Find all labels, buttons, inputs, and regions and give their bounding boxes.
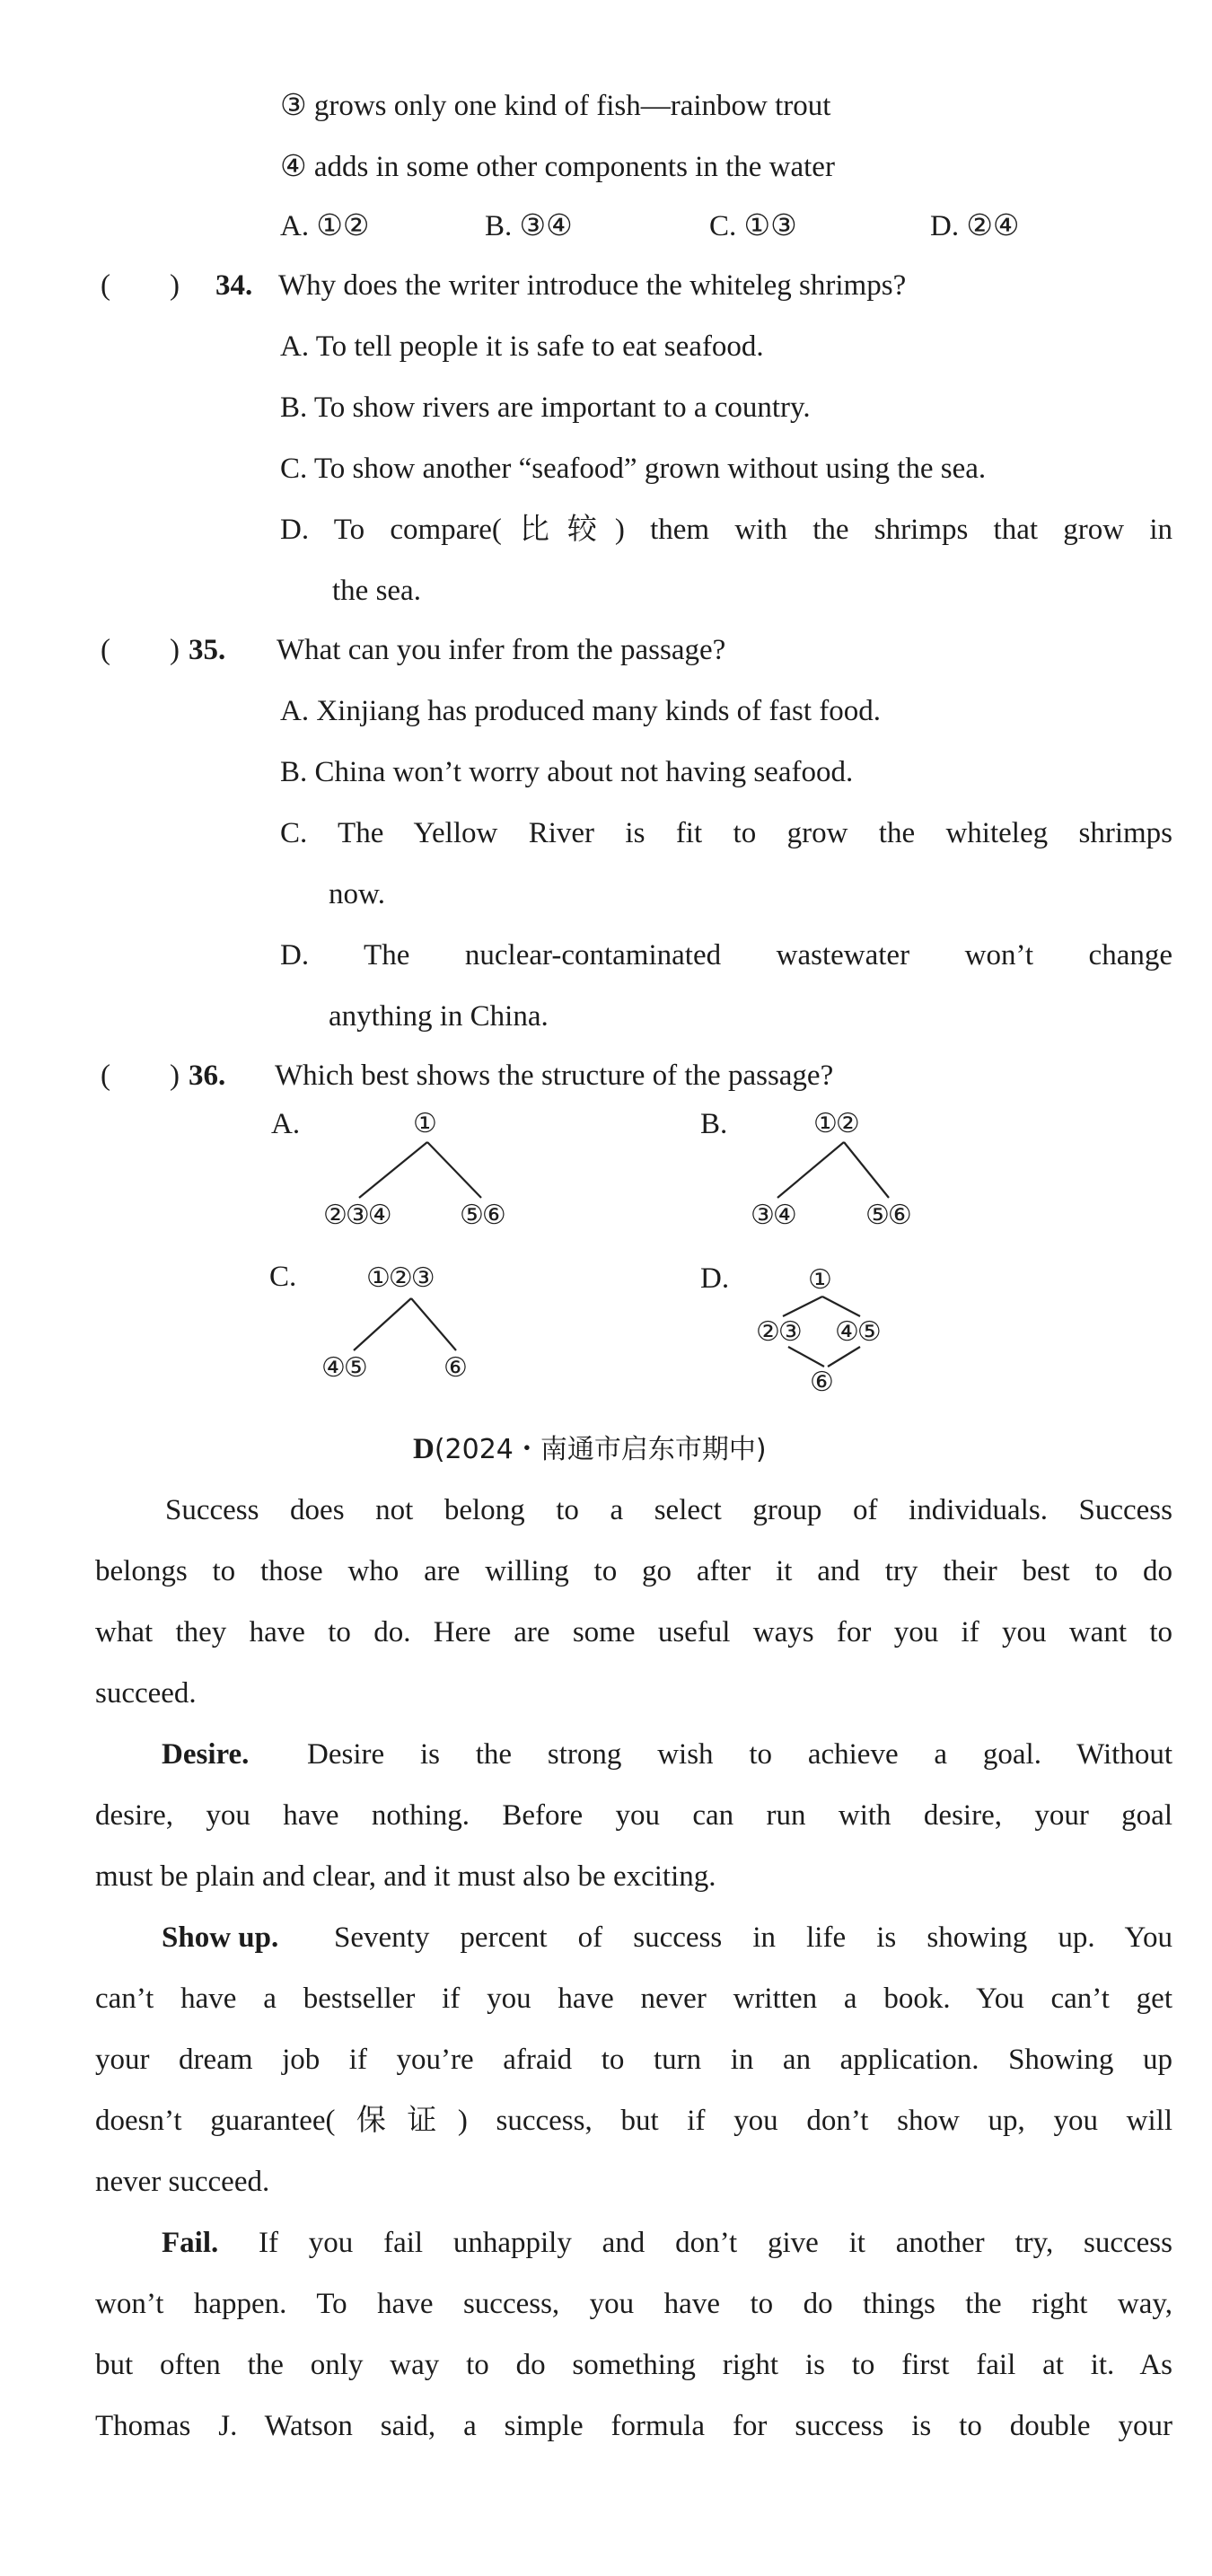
diagram-d-bottom-right-branch xyxy=(828,1347,860,1367)
q36-answer-blank[interactable]: ( ) xyxy=(101,1059,180,1092)
diagram-c-right-node: ⑥ xyxy=(444,1352,466,1384)
passage-p4-line2: won’t happen. To have success, you have to do things the right way, xyxy=(95,2288,1172,2320)
q35-option-b: B. China won’t worry about not having seafood. xyxy=(280,756,854,788)
q36-number: 36. xyxy=(189,1059,226,1092)
passage-p3-heading: Show up. xyxy=(162,1921,279,1954)
q35-option-d-line1: D. The nuclear-contaminated wastewater won’t change xyxy=(280,939,1172,971)
q33-option-d: D. ②④ xyxy=(930,210,1020,242)
diagram-d-top-right-branch xyxy=(822,1297,860,1316)
diagram-a-left-branch xyxy=(359,1142,427,1198)
q35-answer-blank[interactable]: ( ) xyxy=(101,634,180,666)
diagram-b-left-branch xyxy=(777,1142,844,1198)
diagram-a-label: A. xyxy=(271,1108,301,1140)
diagram-d-left-node: ②③ xyxy=(756,1316,801,1348)
diagram-d-bottom-node: ⑥ xyxy=(810,1367,832,1398)
q34-option-a: A. To tell people it is safe to eat seafood. xyxy=(280,330,764,363)
passage-p3-line3: your dream job if you’re afraid to turn in an application. Showing up xyxy=(95,2044,1172,2076)
passage-p4-line4: Thomas J. Watson said, a simple formula for success is to double your xyxy=(95,2410,1172,2442)
diagram-a-right-branch xyxy=(427,1142,481,1198)
diagram-c-label: C. xyxy=(269,1261,297,1293)
passage-p1-line2: belongs to those who are willing to go after it and try their best to do xyxy=(95,1555,1172,1587)
passage-d-source: (2024・南通市启东市期中) xyxy=(434,1434,767,1465)
diagram-b-right-node: ⑤⑥ xyxy=(865,1200,910,1231)
diagram-a-left-node: ②③④ xyxy=(323,1200,391,1231)
diagram-b-left-node: ③④ xyxy=(751,1200,795,1231)
q35-option-a: A. Xinjiang has produced many kinds of fast food. xyxy=(280,695,882,727)
passage-p1-line4: succeed. xyxy=(95,1677,197,1710)
q34-option-d-line1: D. To compare(比较) them with the shrimps that grow in xyxy=(280,514,1172,546)
diagram-d-bottom-left-branch xyxy=(788,1347,824,1367)
q33-option-a: A. ①② xyxy=(280,210,370,242)
q35-stem: What can you infer from the passage? xyxy=(277,634,726,666)
passage-p1-line3: what they have to do. Here are some useful ways for you if you want to xyxy=(95,1616,1172,1648)
passage-p4-line3: but often the only way to do something right is to first fail at it. As xyxy=(95,2349,1172,2381)
passage-p2-line1: Desire is the strong wish to achieve a goal. Without xyxy=(307,1738,1172,1771)
passage-p2-heading: Desire. xyxy=(162,1738,250,1771)
diagram-c-left-branch xyxy=(354,1298,411,1350)
diagram-c-top-node: ①②③ xyxy=(366,1262,434,1294)
q33-item-3: ③ grows only one kind of fish—rainbow trout xyxy=(280,90,831,122)
q36-stem: Which best shows the structure of the passage? xyxy=(275,1059,834,1092)
q34-option-c: C. To show another “seafood” grown without using the sea. xyxy=(280,453,987,485)
diagram-d-top-left-branch xyxy=(783,1297,822,1316)
diagram-c-right-branch xyxy=(411,1298,456,1350)
diagram-d-top-node: ① xyxy=(808,1264,830,1296)
q34-option-b: B. To show rivers are important to a country. xyxy=(280,391,811,424)
q34-option-d-line2: the sea. xyxy=(332,575,421,607)
q35-option-d-line2: anything in China. xyxy=(329,1000,549,1033)
passage-d-heading xyxy=(413,1429,767,1470)
q34-number: 34. xyxy=(215,269,253,302)
q33-item-4: ④ adds in some other components in the water xyxy=(280,151,835,183)
q35-option-c-line1: C. The Yellow River is fit to grow the whiteleg shrimps xyxy=(280,817,1172,849)
q35-option-c-line2: now. xyxy=(329,878,385,910)
passage-p3-line4: doesn’t guarantee(保证) success, but if you don’t show up, you will xyxy=(95,2105,1172,2137)
diagram-c-left-node: ④⑤ xyxy=(321,1352,366,1384)
diagram-d-right-node: ④⑤ xyxy=(835,1316,880,1348)
passage-p2-line3: must be plain and clear, and it must also be exciting. xyxy=(95,1860,716,1893)
diagram-d-label: D. xyxy=(700,1262,730,1295)
q35-number: 35. xyxy=(189,634,226,666)
passage-p3-line1: Seventy percent of success in life is showing up. You xyxy=(334,1921,1172,1954)
q33-option-b: B. ③④ xyxy=(485,210,573,242)
passage-p2-line2: desire, you have nothing. Before you can run with desire, your goal xyxy=(95,1799,1172,1832)
diagram-a-top-node: ① xyxy=(413,1108,435,1139)
passage-p3-line2: can’t have a bestseller if you have never written a book. You can’t get xyxy=(95,1983,1172,2015)
diagram-b-label: B. xyxy=(700,1108,728,1140)
passage-p1-line1: Success does not belong to a select group of individuals. Success xyxy=(165,1494,1172,1526)
q34-stem: Why does the writer introduce the whiteleg shrimps? xyxy=(278,269,907,302)
passage-p3-line5: never succeed. xyxy=(95,2166,270,2198)
diagram-b-top-node: ①② xyxy=(813,1108,858,1139)
passage-p4-line1: If you fail unhappily and don’t give it another try, success xyxy=(259,2227,1172,2259)
passage-p4-heading: Fail. xyxy=(162,2227,219,2259)
q33-option-c: C. ①③ xyxy=(709,210,797,242)
q34-answer-blank[interactable]: ( ) xyxy=(101,269,180,302)
diagram-a-right-node: ⑤⑥ xyxy=(460,1200,505,1231)
passage-d-letter: D xyxy=(413,1433,435,1465)
diagram-b-right-branch xyxy=(844,1142,889,1198)
